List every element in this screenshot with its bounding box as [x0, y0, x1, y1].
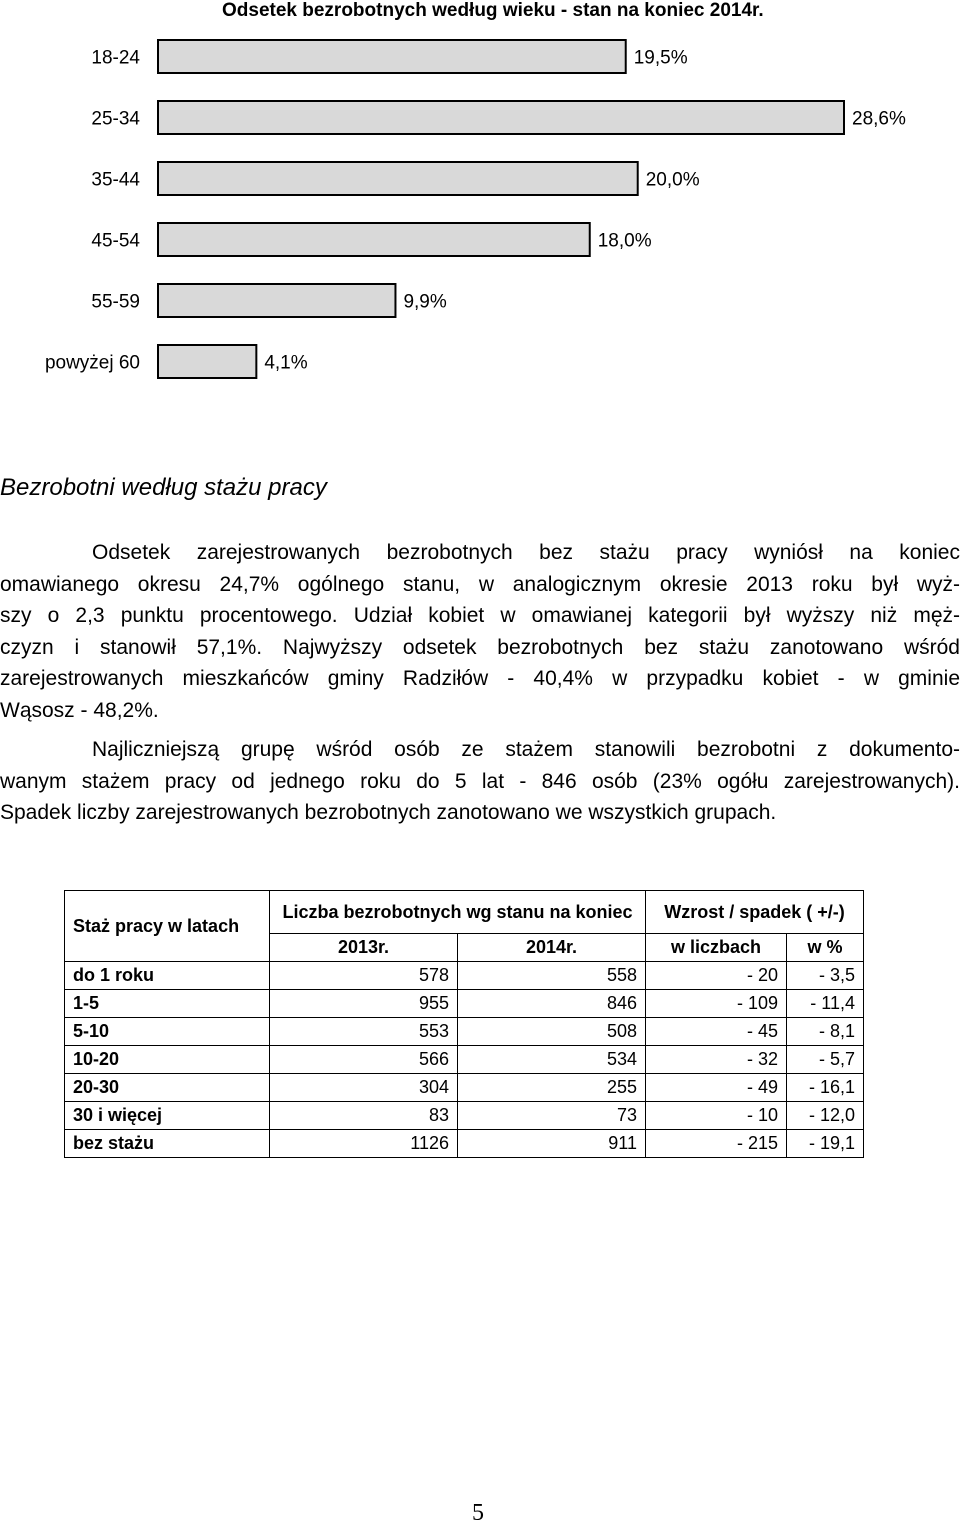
table-cell-2014: 846	[458, 990, 646, 1018]
value-label: 19,5%	[633, 47, 688, 69]
table-cell-2014: 508	[458, 1018, 646, 1046]
table-header-change: Wzrost / spadek ( +/-)	[646, 891, 864, 934]
value-label: 20,0%	[645, 169, 700, 191]
table-subheader-2014: 2014r.	[458, 934, 646, 962]
bar	[158, 101, 844, 134]
table-cell-2014: 255	[458, 1074, 646, 1102]
table-cell-pct: - 16,1	[787, 1074, 864, 1102]
table-cell-diff: - 32	[646, 1046, 787, 1074]
category-label: 18-24	[91, 47, 140, 69]
table-cell-diff: - 109	[646, 990, 787, 1018]
table-cell-pct: - 3,5	[787, 962, 864, 990]
table-cell-label: bez stażu	[65, 1130, 270, 1158]
chart-title: Odsetek bezrobotnych według wieku - stan na koniec 2014r.	[222, 0, 764, 21]
table-cell-label: 5-10	[65, 1018, 270, 1046]
table-cell-diff: - 20	[646, 962, 787, 990]
table-cell-diff: - 45	[646, 1018, 787, 1046]
table-cell-label: 10-20	[65, 1046, 270, 1074]
table-subheader-pct: w %	[787, 934, 864, 962]
table-cell-label: 30 i więcej	[65, 1102, 270, 1130]
table-cell-pct: - 12,0	[787, 1102, 864, 1130]
category-label: powyżej 60	[44, 352, 140, 374]
category-label: 25-34	[91, 108, 140, 130]
table-row	[65, 1046, 864, 1074]
page-number: 5	[472, 1500, 484, 1526]
table-cell-2013: 1126	[270, 1130, 458, 1158]
bar	[158, 162, 638, 195]
bar	[158, 345, 256, 378]
table-cell-2014: 911	[458, 1130, 646, 1158]
category-label: 55-59	[91, 291, 140, 313]
table-cell-pct: - 19,1	[787, 1130, 864, 1158]
value-label: 4,1%	[264, 352, 308, 374]
table-cell-2013: 578	[270, 962, 458, 990]
value-label: 9,9%	[403, 291, 447, 313]
paragraph-2	[0, 734, 960, 829]
age-bar-chart	[0, 0, 960, 400]
category-label: 45-54	[91, 230, 140, 252]
paragraph-2-line: Spadek liczby zarejestrowanych bezrobotnych zanotowano we wszystkich grupach.	[0, 801, 777, 824]
value-label: 18,0%	[597, 230, 652, 252]
table-cell-2014: 558	[458, 962, 646, 990]
value-label: 28,6%	[852, 108, 906, 130]
category-label: 35-44	[91, 169, 140, 191]
table-cell-2013: 955	[270, 990, 458, 1018]
table-cell-label: do 1 roku	[65, 962, 270, 990]
table-row	[65, 962, 864, 990]
table-cell-label: 1-5	[65, 990, 270, 1018]
paragraph-2-line: Najliczniejszą grupę wśród osób ze stażem stanowili bezrobotni z dokumento-	[92, 738, 960, 761]
section-heading: Bezrobotni według stażu pracy	[0, 474, 327, 501]
table-cell-diff: - 10	[646, 1102, 787, 1130]
table-cell-2014: 73	[458, 1102, 646, 1130]
paragraph-1	[0, 537, 960, 726]
table-cell-2013: 553	[270, 1018, 458, 1046]
table-header-seniority: Staż pracy w latach	[65, 891, 270, 962]
table-row	[65, 1018, 864, 1046]
bar	[158, 284, 395, 317]
table-cell-2013: 304	[270, 1074, 458, 1102]
table-cell-2013: 566	[270, 1046, 458, 1074]
table-cell-diff: - 49	[646, 1074, 787, 1102]
bar	[158, 40, 626, 73]
table-cell-label: 20-30	[65, 1074, 270, 1102]
table-row	[65, 1074, 864, 1102]
paragraph-1-line: czyzn i stanowił 57,1%. Najwyższy odsetek bezrobotnych bez stażu zanotowano wśród	[0, 635, 960, 659]
table-cell-pct: - 5,7	[787, 1046, 864, 1074]
seniority-table	[64, 890, 864, 1158]
table-header-count: Liczba bezrobotnych wg stanu na koniec	[270, 891, 646, 934]
paragraph-1-line: szy o 2,3 punktu procentowego. Udział kobiet w omawianej kategorii był wyższy niż męż-	[0, 604, 960, 627]
table-cell-pct: - 8,1	[787, 1018, 864, 1046]
bar	[158, 223, 590, 256]
table-row	[65, 990, 864, 1018]
table-row	[65, 1130, 864, 1158]
table-subheader-2013: 2013r.	[270, 934, 458, 962]
paragraph-1-line: Wąsosz - 48,2%.	[0, 698, 159, 722]
table-cell-diff: - 215	[646, 1130, 787, 1158]
table-row	[65, 1102, 864, 1130]
paragraph-1-line: zarejestrowanych mieszkańców gminy Radziłów - 40,4% w przypadku kobiet - w gminie	[0, 667, 960, 690]
paragraph-1-line: omawianego okresu 24,7% ogólnego stanu, w analogicznym okresie 2013 roku był wyż-	[0, 572, 960, 596]
table-cell-2013: 83	[270, 1102, 458, 1130]
table-subheader-diff: w liczbach	[646, 934, 787, 962]
table-cell-2014: 534	[458, 1046, 646, 1074]
paragraph-2-line: wanym stażem pracy od jednego roku do 5 lat - 846 osób (23% ogółu zarejestrowanych).	[0, 769, 960, 793]
paragraph-1-line: Odsetek zarejestrowanych bezrobotnych bez stażu pracy wyniósł na koniec	[92, 541, 960, 564]
table-cell-pct: - 11,4	[787, 990, 864, 1018]
